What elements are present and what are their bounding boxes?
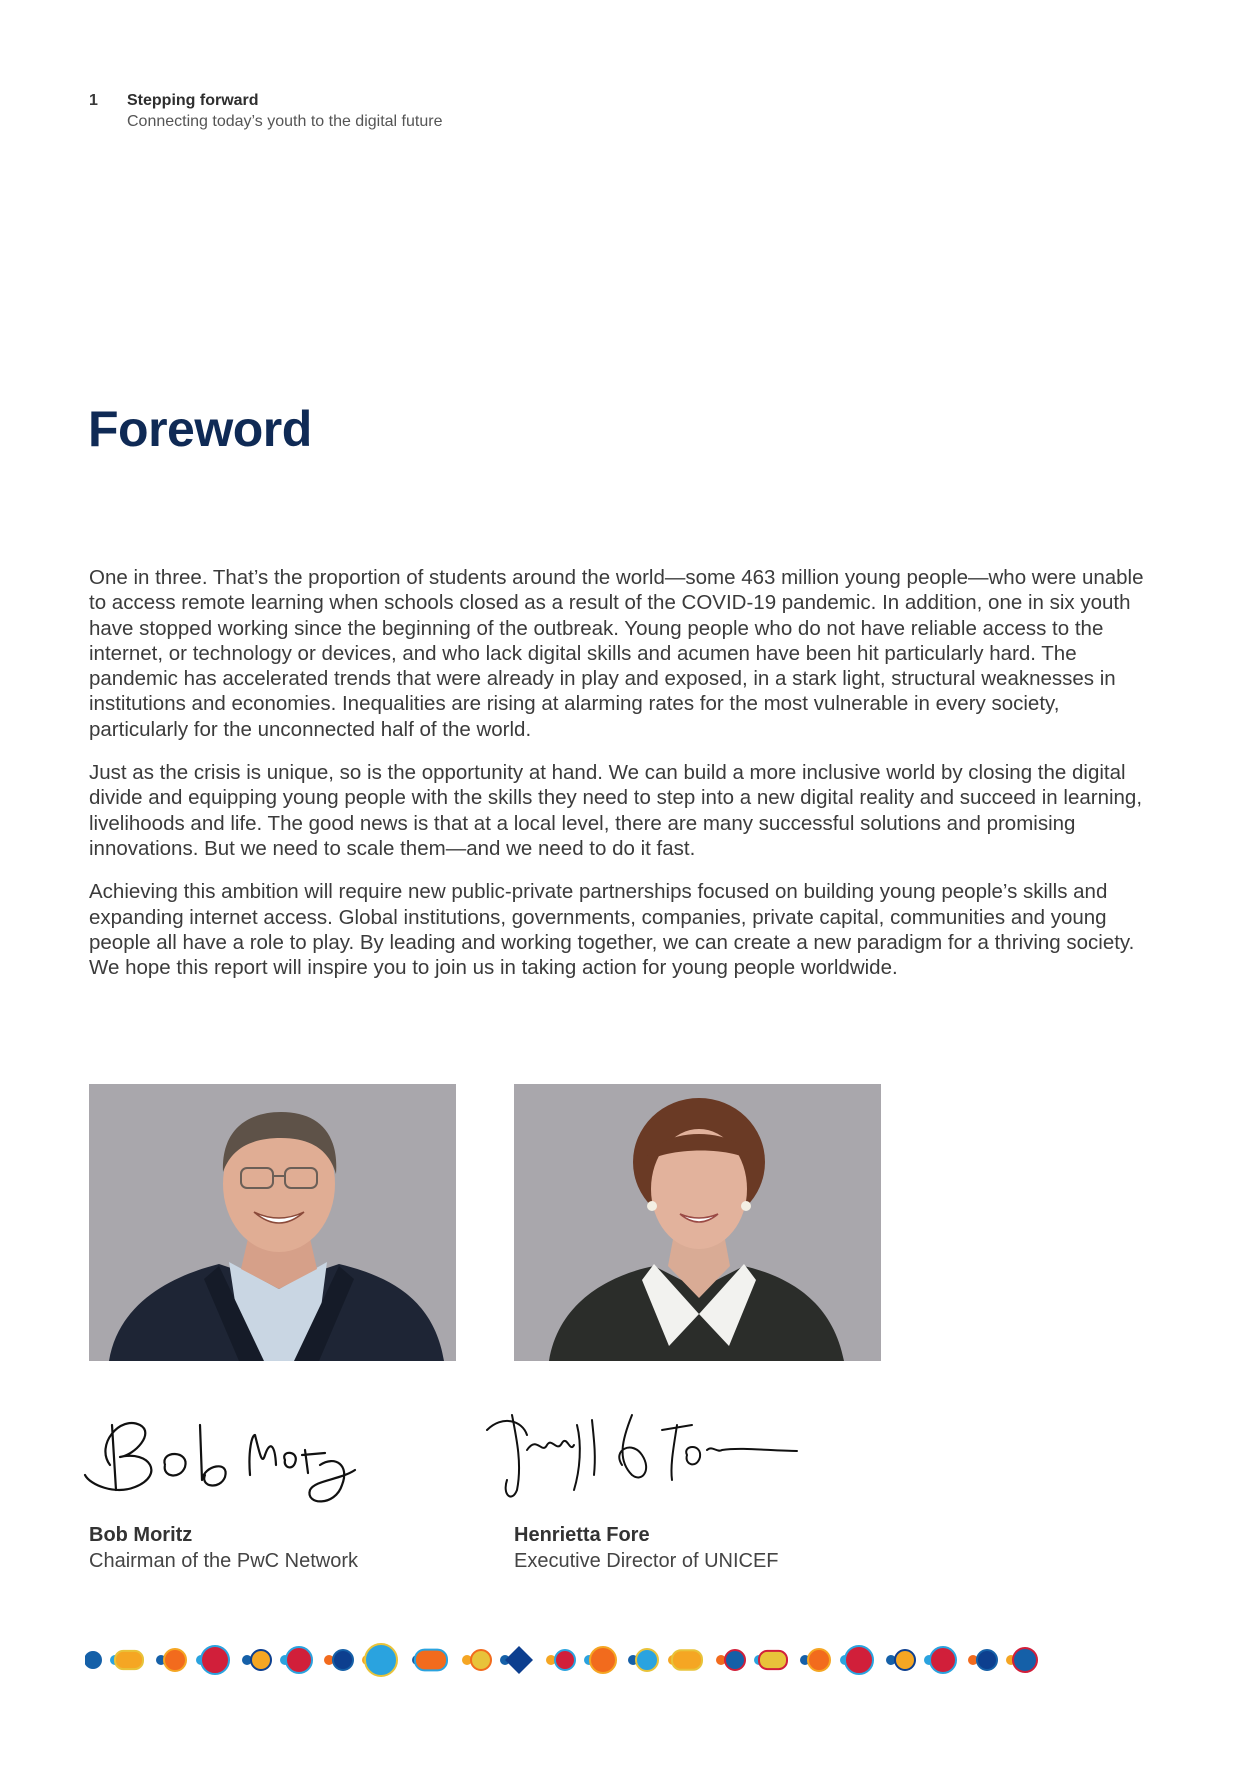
- signature-henrietta-fore: [482, 1395, 802, 1505]
- signatory-1: [89, 1522, 358, 1574]
- portrait-illustration-1: [89, 1084, 456, 1361]
- decorative-dot: [471, 1650, 491, 1670]
- decorative-dot: [895, 1650, 915, 1670]
- decorative-dot: [251, 1650, 271, 1670]
- decorative-dot: [201, 1646, 229, 1674]
- page-number: 1: [89, 92, 98, 109]
- signatory-role: Chairman of the PwC Network: [89, 1550, 358, 1572]
- decorative-dot: [85, 1651, 102, 1669]
- decorative-dot: [115, 1651, 143, 1669]
- decorative-dot: [1013, 1648, 1037, 1672]
- signatory-2: [514, 1522, 779, 1574]
- decorative-dot-band: [85, 1640, 1155, 1680]
- portrait-bob-moritz: [89, 1084, 456, 1361]
- decorative-dot: [808, 1649, 830, 1671]
- paragraph-1: One in three. That’s the proportion of students around the world—some 463 million young people—who were unable to access remote learning when schools closed as a result of the COVID-19 pandemic. In addition, one in six youth have stopped working since the beginning of the outbreak. Young people who do not have reliable access to the internet, or technology or devices, and who lack digital skills and acumen have been hit particularly hard. The pandemic has accelerated trends that were already in play and exposed, in a stark light, structural weaknesses in institutions and economies. Inequalities are rising at alarming rates for the most vulnerable in every society, particularly for the unconnected half of the world.: [89, 566, 1144, 741]
- portrait-henrietta-fore: [514, 1084, 881, 1361]
- page-title: Foreword: [88, 401, 312, 457]
- decorative-dot: [759, 1651, 787, 1669]
- decorative-dot: [725, 1650, 745, 1670]
- section-title: Stepping forward: [127, 92, 259, 109]
- decorative-dot: [636, 1649, 658, 1671]
- paragraph-3: Achieving this ambition will require new public-private partnerships focused on building young people’s skills and expanding internet access. Global institutions, governments, companies, private capital, communities and young people all have a role to play. By leading and working together, we can create a new paradigm for a thriving society. We hope this report will inspire you to join us in taking action for young people worldwide.: [89, 880, 1135, 980]
- decorative-dot: [365, 1644, 397, 1676]
- paragraph-2: Just as the crisis is unique, so is the opportunity at hand. We can build a more inclusive world by closing the digital divide and equipping young people with the skills they need to step into a new digital reality and succeed in learning, livelihoods and life. The good news is that at a local level, there are many successful solutions and promising innovations. But we need to scale them—and we need to do it fast.: [89, 761, 1143, 860]
- foreword-body: [89, 565, 1159, 998]
- signatory-role: Executive Director of UNICEF: [514, 1550, 779, 1572]
- decorative-dot: [505, 1646, 533, 1674]
- decorative-dot: [977, 1650, 997, 1670]
- portrait-illustration-2: [514, 1084, 881, 1361]
- signature-bob-moritz: [80, 1395, 370, 1515]
- section-heading: [127, 90, 442, 132]
- decorative-dot: [930, 1647, 956, 1673]
- decorative-dot: [555, 1650, 575, 1670]
- decorative-dot: [333, 1650, 353, 1670]
- decorative-dot: [164, 1649, 186, 1671]
- decorative-dot: [672, 1650, 702, 1670]
- signatory-name: Henrietta Fore: [514, 1524, 650, 1546]
- decorative-dot: [286, 1647, 312, 1673]
- decorative-dot: [415, 1650, 447, 1671]
- signatory-name: Bob Moritz: [89, 1524, 193, 1546]
- decorative-dot: [590, 1647, 616, 1673]
- decorative-dot: [845, 1646, 873, 1674]
- section-subtitle: Connecting today’s youth to the digital future: [127, 113, 443, 130]
